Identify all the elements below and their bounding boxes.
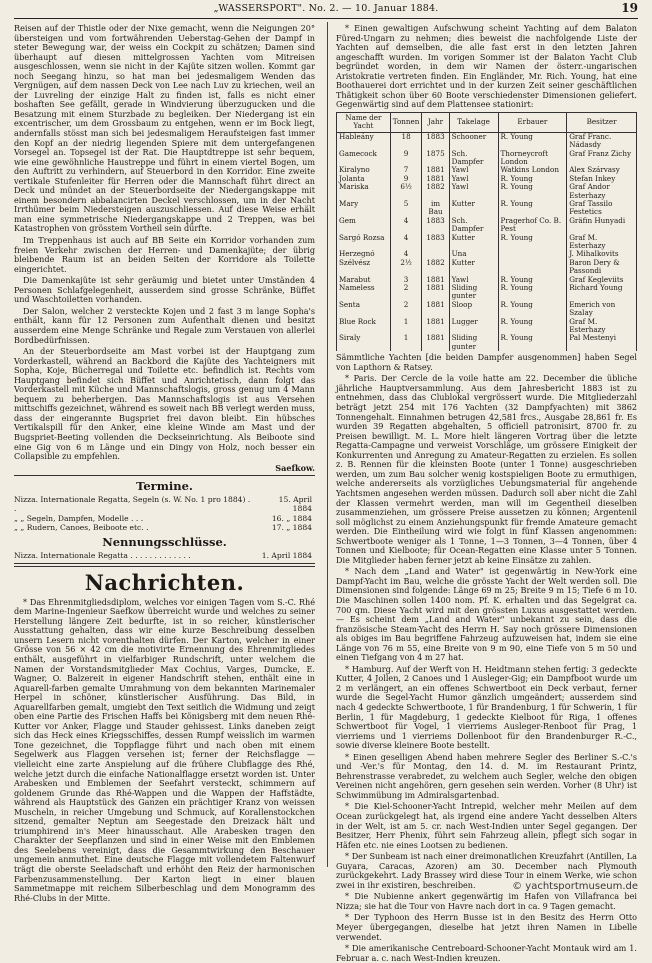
table-cell: 5 xyxy=(390,200,422,217)
table-cell: Gamecock xyxy=(337,150,391,167)
table-cell: J. Mihalkovits xyxy=(567,250,637,258)
watermark: © yachtsportmuseum.de xyxy=(512,881,638,892)
termine-date: 15. April 1884 xyxy=(278,495,312,514)
nachrichten-heading: Nachrichten. xyxy=(84,569,245,595)
table-cell: 9 xyxy=(390,150,422,167)
table-cell: Emerich von Szalay xyxy=(567,301,637,318)
table-cell: Yawl xyxy=(449,175,498,183)
table-cell: Una xyxy=(449,250,498,258)
termine-date: 16. „ 1884 xyxy=(271,513,312,523)
table-cell: Schooner xyxy=(449,132,498,149)
table-row xyxy=(337,259,637,276)
article-paragraph: * Einen gewaltigen Aufschwung scheint Yachting auf dem Balaton Füred-Ungarn zu nehmen; dies beweist die nachfolgende Liste der Yachten auf demselben, die alle fast erst in den letzten Jahren angeschafft wurden. Im vorigen Sommer ist der Balaton Yacht Club begründet worden, in dem wir Namen der österr.-ungarischen Aristokratie vertreten finden. Ein Engländer, Mr. Rich. Young, hat eine Boothauerei dort errichtet und in der kurzen Zeit seiner geschäftlichen Thätigkeit schon über 60 Boote verschiedenster Dimensionen geliefert. Gegenwärtig sind auf dem Plattensee stationirt: xyxy=(336,23,637,110)
table-cell: Gem xyxy=(337,217,391,234)
table-cell: 1881 xyxy=(422,276,449,284)
left-column xyxy=(14,23,315,903)
table-cell: Alex Szárvasy xyxy=(567,166,637,174)
article-paragraph: * Die Nubienne ankert gegenwärtig im Hafen von Villafranca bei Nizza; sie hat die Tour von Havre nach dort in ca. 9 Tagen gemacht. xyxy=(336,891,637,911)
table-cell: Hableány xyxy=(337,132,391,149)
table-cell: R. Young xyxy=(498,276,567,284)
article-paragraph: Der Salon, welcher 2 versteckte Kojen und 2 fast 3 m lange Sopha's enthält, kann für 12 Personen zum Aufenthalt dienen und besitzt ausserdem eine Menge Schränke und Regale zum Verstauen von allerlei Bordbedürfnissen. xyxy=(14,305,315,345)
table-cell: Watkins London xyxy=(498,166,567,174)
table-cell: Siraly xyxy=(337,334,391,351)
table-cell: 1882 xyxy=(422,183,449,200)
table-cell: Szélvész xyxy=(337,259,391,276)
table-cell: R. Young xyxy=(498,175,567,183)
col-header-name: Name der Yacht xyxy=(337,112,391,132)
table-cell: 2 xyxy=(390,284,422,301)
nennung-date: 1. April 1884 xyxy=(261,550,312,560)
termine-event: „ „ Segeln, Dampfen, Modelle . . . xyxy=(14,513,144,523)
table-cell: 1883 xyxy=(422,217,449,234)
table-cell: R. Young xyxy=(498,132,567,149)
table-cell: 18 xyxy=(390,132,422,149)
table-cell: Pal Mestenyi xyxy=(567,334,637,351)
table-cell xyxy=(498,259,567,276)
header-title: „WASSERSPORT". No. 2. — 10. Januar 1884. xyxy=(213,3,439,14)
table-cell xyxy=(498,250,567,258)
table-cell: Baron Dery & Passondi xyxy=(567,259,637,276)
table-cell: 9 xyxy=(390,175,422,183)
table-cell: 1883 xyxy=(422,234,449,251)
table-cell: 1 xyxy=(390,334,422,351)
table-cell: 1 xyxy=(390,318,422,335)
table-cell: Thorneycroft London xyxy=(498,150,567,167)
author-signature: Saefkow. xyxy=(275,462,315,473)
header-rule xyxy=(14,18,638,19)
table-cell: Marabut xyxy=(337,276,391,284)
table-cell: 2 xyxy=(390,301,422,318)
table-cell: Blue Rock xyxy=(337,318,391,335)
table-cell: Richard Young xyxy=(567,284,637,301)
termine-event: „ „ Rudern, Canoes, Beiboote etc. . xyxy=(14,522,149,532)
table-row xyxy=(337,318,637,335)
table-cell: Pragerhof Co. B. Pest xyxy=(498,217,567,234)
table-cell: Graf Franc. Nádasdy xyxy=(567,132,637,149)
article-paragraph: * Nach dem „Land and Water" ist gegenwärtig in New-York eine Dampf-Yacht im Bau, welche die grösste Yacht der Welt werden soll. Die Dimensionen sind folgende: Länge 69 m 25; Breite 9 m 15; Tiefe 6 m 10. Die Maschinen sollen 1400 nom. Pf. K. erhalten und das Segelgrat ca. 700 qm. Diese Yacht wird mit den grössten Luxus ausgestattet werden. — Es scheint dem „Land and Water" unbekannt zu sein, dass die französische Steam-Yacht des Herrn H. Say noch grössere Dimensionen als obiges im Bau begriffene Fahrzeug aufzuweisen hat, indem sie eine Länge von 76 m 55, eine Breite von 9 m 90, eine Tiefe von 5 m 50 und einen Tiefgang von 4 m 27 hat. xyxy=(336,566,637,663)
table-cell: 2½ xyxy=(390,259,422,276)
article-paragraph: Sämmtliche Yachten [die beiden Dampfer ausgenommen] haben Segel von Lapthorn & Ratsey. xyxy=(336,352,637,372)
yacht-table-header xyxy=(337,112,637,132)
table-row xyxy=(337,150,637,167)
table-cell: Yawl xyxy=(449,166,498,174)
table-cell: Kutter xyxy=(449,259,498,276)
table-cell: Nameless xyxy=(337,284,391,301)
table-cell: 1875 xyxy=(422,150,449,167)
table-row xyxy=(337,132,637,149)
table-cell: Graf M. Esterhazy xyxy=(567,234,637,251)
table-row xyxy=(337,234,637,251)
table-cell: R. Young xyxy=(498,318,567,335)
termine-table xyxy=(14,495,315,532)
article-paragraph: * Der Typhoon des Herrn Busse ist in den Besitz des Herrn Otto Meyer übergegangen, dieselbe hat jetzt ihren Namen in Libelle verwendet. xyxy=(336,912,637,942)
termine-row xyxy=(14,514,315,523)
col-header-owner: Besitzer xyxy=(567,112,637,132)
table-cell: 1881 xyxy=(422,334,449,351)
table-cell: R. Young xyxy=(498,284,567,301)
article-paragraph: * Paris. Der Cercle de la voile hatte am 22. December die übliche jährliche Hauptversammlung. Aus dem Jahresbericht 1883 ist zu entnehmen, dass das Clublokal vergrössert wurde. Die Mitgliederzahl beträgt jetzt 254 mit 176 Yachten (32 Dampfyachten) mit 3862 Tonnengehalt. Einnahmen betrugen 42,581 frcs., Ausgabe 28,861 fr. Es wurden 39 Regatten abgehalten, 5 officiell patronisirt, 8700 fr. zu Preisen bewilligt. M. L. More hielt längeren Vortrag über die letzte Regatta-Campagne und verweist Vorschläge, um grössere Einigkeit der Konkurrenten und Anregung zu Amateur-Regatten zu erzielen. Es sollen z. B. Rennen für die kleinsten Boote (unter 1 Tonne) ausgeschrieben werden, um zum Bau solcher wenig kostspieligen Boote zu ermuthigen, welche andererseits als vorzügliches Uebungsmaterial für angehende Yachtsmen angesehen werden müssen. Dadurch soll aber nicht die Zahl der Klassen vermehrt werden, man will im Gegentheil dieselben zusammenziehen, um grössere Preise aussetzen zu können; Argentenil soll möglichst zu einem Anziehungspunkt für fremde Amateure gemacht werden. Die Eintheilung wird wie folgt in fünf Klassen angenommen: Schwertboote weniger als 1 Tonne, 1—3 Tonnen, 3—4 Tonnen, über 4 Tonnen und Kielboote; für Ocean-Regatten eine Klasse unter 5 Tonnen. Die Mitglieder haben ferner jetzt ab keine Einsätze zu zahlen. xyxy=(336,373,637,565)
table-cell: Sloop xyxy=(449,301,498,318)
table-cell: Kutter xyxy=(449,234,498,251)
table-row xyxy=(337,334,637,351)
table-cell: Graf Andor Esterhazy xyxy=(567,183,637,200)
table-cell: R. Young xyxy=(498,334,567,351)
article-paragraph: An der Steuerbordseite am Mast vorbei ist der Hauptgang zum Vorderkastell, während an Backbord die Kajüte des Yachteigners mit Sopha, Koje, Bücherregal und Toilette etc. befindlich ist. Rechts vom Hauptgang befindet sich Büffet und Anrichtetisch, dann folgt das Vorderkastell mit Küche und Mannschaftslogis, gross genug um 4 Mann bequem zu beherbergen. Das Mannschaftslogis ist aus Versehen mittschiffs gezeichnet, während es soweit nach BB verlegt werden muss, dass der eingerannte Bugspriet frei davon bleibt. Ein hübsches Vertikalspill für den Anker, eine kleine Winde am Mast und der Bugspriet-Beeting vollenden die Deckseinrichtung. Als Beiboote sind eine Gig von 6 m Länge und ein Dingy von Holz, noch besser ein Collapsible zu empfehlen. xyxy=(14,346,315,462)
table-cell: R. Young xyxy=(498,234,567,251)
table-cell: Senta xyxy=(337,301,391,318)
table-cell: 1881 xyxy=(422,318,449,335)
table-cell: 3 xyxy=(390,276,422,284)
termine-heading: Termine. xyxy=(136,479,193,494)
double-divider xyxy=(14,563,315,567)
table-cell: Graf Kegleviits xyxy=(567,276,637,284)
col-header-builder: Erbauer xyxy=(498,112,567,132)
col-header-rig: Takelage xyxy=(449,112,498,132)
table-cell: 6½ xyxy=(390,183,422,200)
table-cell: Sliding gunter xyxy=(449,284,498,301)
page-header xyxy=(14,3,638,17)
table-cell: 1881 xyxy=(422,301,449,318)
table-row xyxy=(337,200,637,217)
article-paragraph: * Hamburg. Auf der Werft von H. Heidtmann stehen fertig: 3 gedeckte Kutter, 4 Jollen, 2 Canoes und 1 Ausleger-Gig; ein Dampfboot wurde um 2 m verlängert, an ein offenes Schwertboot ein Deck verbaut, ferner wurde die Segel-Yacht Humor gänzlich umgeändert; ausserdem sind nach 4 gedeckte Schwertboote, 1 für Brandenburg, 1 für Schwerin, 1 für Berlin, 1 für Magdeburg, 1 gedeckte Kielboot für Riga, 1 offenes Schwertboot für Vogel, 1 vierriems Ausleger-Renboot für Prag, 1 vierriems und 1 vierriems Dollenboot für den Brandenburger R.-C., sowie diverse kleinere Boote bestellt. xyxy=(336,663,637,751)
table-cell: Graf M. Esterhazy xyxy=(567,318,637,335)
table-cell: im Bau xyxy=(422,200,449,217)
table-cell: Gräfin Hunyadi xyxy=(567,217,637,234)
article-paragraph: Die Damenkajüte ist sehr geräumig und bietet unter Umständen 4 Personen Schlafgelegenheit, ausserdem sind grosse Schränke, Büffet und Waschtoiletten vorhanden. xyxy=(14,275,315,305)
table-cell: Graf Tassilo Festetics xyxy=(567,200,637,217)
table-cell: Sch. Dampfer xyxy=(449,217,498,234)
table-cell: 1881 xyxy=(422,175,449,183)
table-cell: Kiralyno xyxy=(337,166,391,174)
col-header-tons: Tonnen xyxy=(390,112,422,132)
table-cell: Sargó Rozsa xyxy=(337,234,391,251)
yacht-table xyxy=(336,112,637,351)
table-row xyxy=(337,301,637,318)
table-cell: Mary xyxy=(337,200,391,217)
table-cell: 4 xyxy=(390,234,422,251)
table-cell: Sliding gunter xyxy=(449,334,498,351)
termine-event: Nizza. Internationale Regatta, Segeln (s. W. No. 1 pro 1884) . . xyxy=(14,495,251,514)
nennung-table xyxy=(14,551,315,560)
termine-row xyxy=(14,523,315,532)
table-cell: 7 xyxy=(390,166,422,174)
table-cell: 4 xyxy=(390,217,422,234)
nennung-row xyxy=(14,551,315,560)
table-cell: R. Young xyxy=(498,301,567,318)
nennung-heading: Nennungsschlüsse. xyxy=(102,534,227,549)
article-paragraph: Reisen auf der Thistle oder der Nixe gemacht, wenn die Neigungen 20° übersteigen und vom fortwährenden Ueberstag-Gehen der Dampf in steter Bewegung war, der weiss ein Cockpit zu schätzen; Damen sind überhaupt auf diesen mittelgrossen Yachten vom Mitreisen ausgeschlossen, wenn sie nicht in der Kajüte sitzen wollen. Kommt gar noch Seegang hinzu, so hat man bei jedesmaligem Wenden das Vergnügen, auf dem nassen Deck von Lee nach Luv zu kriechen, weil an der Luvreling der einzige Halt zu finden ist, falls es nicht einer boshaften See gefällt, gerade in Windvierung überzugucken und die Besatzung mit einem Sturzbade zu begleiken. Der Niedergang ist ein excentrischer, um dem Grossbaum zu entgehen, wenn er im Bock liegt, andernfalls stösst man sich bei jedesmaligem Heraufsteigen fast immer den Kopf an der niedrig liegenden Spiere mit dem untergefangenen Vorsegel an. Topsegel ist der Rat. Die Hauptdtreppe ist sehr bequem, wie eine gewöhnliche Haustreppe und führt in einem viertel Bogen, um den Auftritt zu verhindern, auf Steuerbord in den Korridor. Eine zweite vertikale Stufenleiter für Herren oder die Mannschaft führt direct an Deck und mündet an der Steuerbordseite der Niedergangskappe mit einem besondern abbalancirten Deckel verschlossen, um in der Nacht Irrthümer beim Niedersteigen auszuschliessen. Auf diese Weise erhält man eine symmetrische Niedergangskappe und 2 Treppen, was bei Katastrophen von grösstem Vortheil sein dürfte. xyxy=(14,23,315,234)
table-cell: Stefan Inkey xyxy=(567,175,637,183)
table-cell: R. Young xyxy=(498,183,567,200)
table-cell: R. Young xyxy=(498,200,567,217)
page-number: 19 xyxy=(621,1,638,15)
nennung-event: Nizza. Internationale Regatta . . . . . . . . . . . . . xyxy=(14,550,191,560)
yacht-table-body xyxy=(337,132,637,351)
table-cell: Graf Franz Zichy xyxy=(567,150,637,167)
table-cell: Lugger xyxy=(449,318,498,335)
table-cell: Jolanta xyxy=(337,175,391,183)
article-paragraph: * Einen geselligen Abend haben mehrere Segler des Berliner S.-C.'s und -Ver.'s für Montag, den 14. d. M. im Restaurant Printz, Behrenstrasse verabredet, zu welchem auch Segler, welche den obigen Vereinen nicht angehören, gern gesehen sein werden. Vorher (8 Uhr) ist Schwimmübung im Admiralsgartenbad. xyxy=(336,751,637,800)
table-cell: 1881 xyxy=(422,284,449,301)
column-separator xyxy=(327,22,328,867)
table-row xyxy=(337,284,637,301)
col-header-year: Jahr xyxy=(422,112,449,132)
termine-date: 17. „ 1884 xyxy=(271,522,312,532)
table-cell: Sch. Dampfer xyxy=(449,150,498,167)
table-cell: Yawl xyxy=(449,183,498,200)
table-cell: Mariska xyxy=(337,183,391,200)
article-paragraph: * Die amerikanische Centreboard-Schooner-Yacht Montauk wird am 1. Februar a. c. nach West-Indien kreuzen. xyxy=(336,943,637,963)
article-paragraph: Im Treppenhaus ist auch auf BB Seite ein Korridor vorhanden zum freien Verkehr zwischen der Herren- und Damenkajüte; der übrig bleibende Raum ist an beiden Seiten der Korridore als Toilette eingerichtet. xyxy=(14,235,315,274)
article-paragraph: * Der Sunbeam ist nach einer dreimonatlichen Kreuzfahrt (Antillen, La Guyara, Caracas, Azoren) am 30. December nach Plymouth zurückgekehrt. Lady Brassey wird diese Tour in einem Werke, wie schon zwei in ihr existiren, beschreiben. xyxy=(336,851,637,890)
termine-row xyxy=(14,495,315,513)
table-cell: Kutter xyxy=(449,200,498,217)
table-cell: 1882 xyxy=(422,259,449,276)
divider xyxy=(14,475,315,476)
table-cell: 1883 xyxy=(422,132,449,149)
article-paragraph: * Das Ehrenmitgliedsdiplom, welches vor einigen Tagen vom S.-C. Rhé dem Marine-Ingenieur Saefkow überreicht wurde und welches zu seiner Herstellung längere Zeit bedurfte, ist in so reicher, künstlerischer Ausstattung gehalten, dass wir eine kurze Beschreibung desselben unsern Lesern nicht vorenthalten dürfen. Der Karton, welcher in einer Grösse von 56 × 42 cm die motivirte Ernennung des Ehrenmitgliedes enthält, ausgeführt in vielfarbiger Rundschrift, unter welchem die Namen der Vorstandsmitglieder Max Cochius, Varges, Dumcke, E. Wagner, O. Balzereit in eigener Handschrift stehen, enthält eine in Aquarell-farben gemalte Umrahmung von dem bekannten Marinemaler Herpel in schöner, künstlerischer Ausführung. Das Bild, in Aquarellfarben gemalt, umgiebt den Text seitlich die Widmung und zeigt oben eine Partie des Frischen Haffs bei Königsberg mit dem neuen Rhé-Kutter vor Anker, Flagge und Stauder gehissest. Links daneben zeigt sich das Heck eines Kriegsschiffes, dessen Rumpf weisslich im warmen Tone gezeichnet, die Toppflagge führt und nach oben mit einem Segelwerk aus Flaggen versehen ist; ferner der Reichsflagge — vielleicht eine zarte Anspielung auf die frühere Clubflagge des Rhé, welche jetzt durch die einfache Nationalflagge ersetzt worden ist. Unter Arabesken und Emblemen der Seefahrt versteckt, schimmern auf goldenem Grunde das Rhé-Wappen und die Wappen der Haffstädte, während als Hauptstück des Ganzen ein prächtiger Kranz von weissen Muscheln, in reicher Umgebung und Schmuck, auf Korallenstockchen sitzend, gemalter Neptun am Seegestade den Dreizack hält und triumphirend in's Meer hinausschaut. Alle Arabesken tragen den Charakter der Seepflanzen und sind in einer Weise mit den Emblemen des Seelebens vereinigt, dass die Gesammtwirkung den Beschauer ungemein anmuthet. Eine deutsche Flagge mit vollendetem Faltenwurf trägt die oberste Seeladschaft und erhöht den Reiz der harmonischen Farbenzusammenstellung. Der Karton liegt in einer blauen Sammetmappe mit reichem Silberbeschlag und dem Monogramm des Rhé-Clubs in der Mitte. xyxy=(14,596,315,903)
article-paragraph: * Die Kiel-Schooner-Yacht Intrepid, welcher mehr Meilen auf dem Ocean zurückgelegt hat, als irgend eine andere Yacht desselben Alters in der Welt, ist am 5. cr. nach West-Indien unter Segel gegangen. Der Besitzer, Herr Phenix, führt sein Fahrzeug allein, pflegt sich sogar in Häfen etc. nie eines Lootsen zu bedienen. xyxy=(336,801,637,850)
table-cell: 4 xyxy=(390,250,422,258)
right-column xyxy=(336,23,637,963)
table-row xyxy=(337,217,637,234)
table-cell: Herzegnó xyxy=(337,250,391,258)
table-cell: 1881 xyxy=(422,166,449,174)
table-cell: Yawl xyxy=(449,276,498,284)
table-row xyxy=(337,183,637,200)
